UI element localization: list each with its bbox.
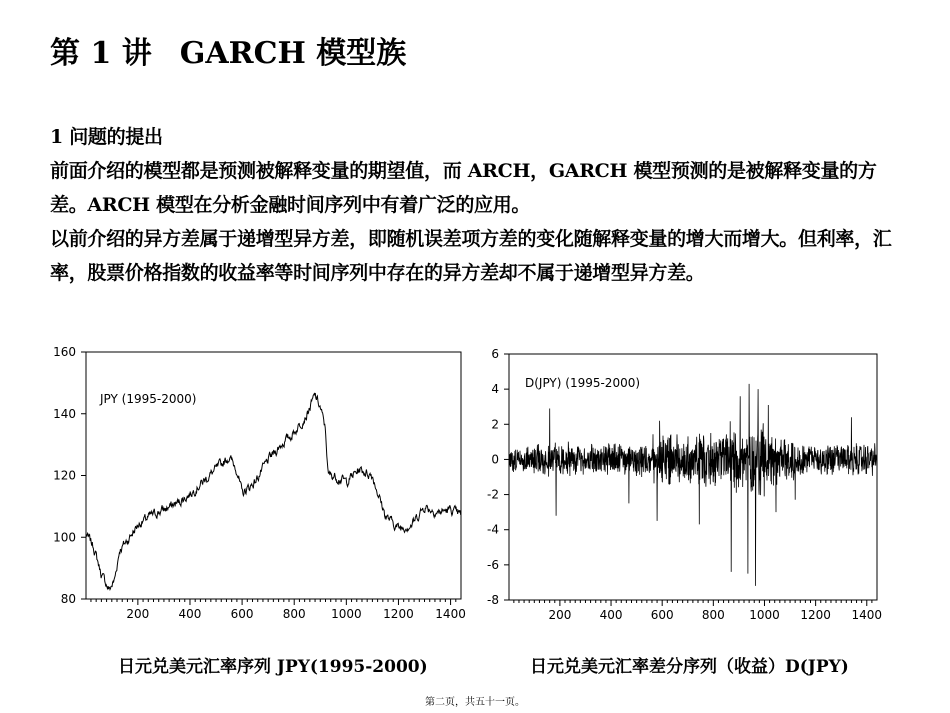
djpy-y-tick-label: 4	[491, 382, 499, 397]
jpy-y-tick-label: 160	[53, 345, 76, 359]
lecture-number: 第 1 讲	[50, 36, 152, 71]
djpy-y-tick-label: 2	[491, 417, 499, 432]
jpy-y-tick-label: 140	[53, 406, 76, 421]
djpy-y-tick-label: -6	[487, 557, 499, 572]
djpy-y-tick-label: -4	[487, 522, 499, 537]
page-footer: 第二页，共五十一页。	[425, 697, 525, 708]
djpy-y-tick-label: 0	[491, 452, 499, 467]
section-heading: 1 问题的提出	[50, 126, 163, 148]
djpy-x-tick-label: 200	[548, 608, 572, 622]
djpy-y-tick-label: 6	[491, 347, 499, 361]
paragraph-arch-intro: 前面介绍的模型都是预测被解释变量的期望值，而 ARCH，GARCH 模型预测的是被解释变量的方差。ARCH 模型在分析金融时间序列中有着广泛的应用。	[50, 160, 877, 216]
jpy-x-tick-label: 800	[282, 607, 306, 621]
djpy-x-tick-label: 1000	[749, 608, 780, 622]
caption-jpy-level: 日元兑美元汇率序列 JPY(1995-2000)	[118, 657, 428, 677]
djpy-x-tick-label: 400	[599, 608, 623, 622]
caption-jpy-difference: 日元兑美元汇率差分序列（收益）D(JPY)	[530, 657, 849, 677]
jpy-series-line	[86, 393, 461, 590]
jpy-y-tick-label: 80	[60, 592, 76, 606]
jpy-x-tick-label: 200	[126, 607, 150, 621]
lecture-topic: GARCH 模型族	[179, 36, 407, 71]
djpy-legend: D(JPY) (1995-2000)	[525, 376, 641, 390]
djpy-plot-frame	[509, 354, 877, 600]
jpy-x-tick-label: 1000	[331, 607, 362, 621]
jpy-y-tick-label: 100	[53, 530, 76, 545]
jpy-x-tick-label: 1200	[383, 607, 414, 621]
jpy-y-tick-label: 120	[53, 468, 76, 483]
jpy-x-tick-label: 600	[230, 607, 254, 621]
jpy-x-tick-label: 1400	[435, 607, 466, 621]
jpy-legend: JPY (1995-2000)	[100, 392, 197, 406]
djpy-y-tick-label: -8	[487, 593, 499, 607]
djpy-y-tick-label: -2	[487, 487, 499, 502]
djpy-x-tick-label: 800	[701, 608, 725, 622]
djpy-x-tick-label: 1400	[851, 608, 883, 622]
djpy-x-tick-label: 600	[650, 608, 674, 622]
paragraph-heteroskedasticity: 以前介绍的异方差属于递增型异方差，即随机误差项方差的变化随解释变量的增大而增大。但利率，汇率，股票价格指数的收益率等时间序列中存在的异方差却不属于递增型异方差。	[50, 228, 892, 284]
djpy-series-line	[509, 384, 877, 586]
jpy-x-tick-label: 400	[178, 607, 202, 621]
djpy-x-tick-label: 1200	[800, 608, 831, 622]
jpy-plot-frame	[86, 352, 461, 599]
